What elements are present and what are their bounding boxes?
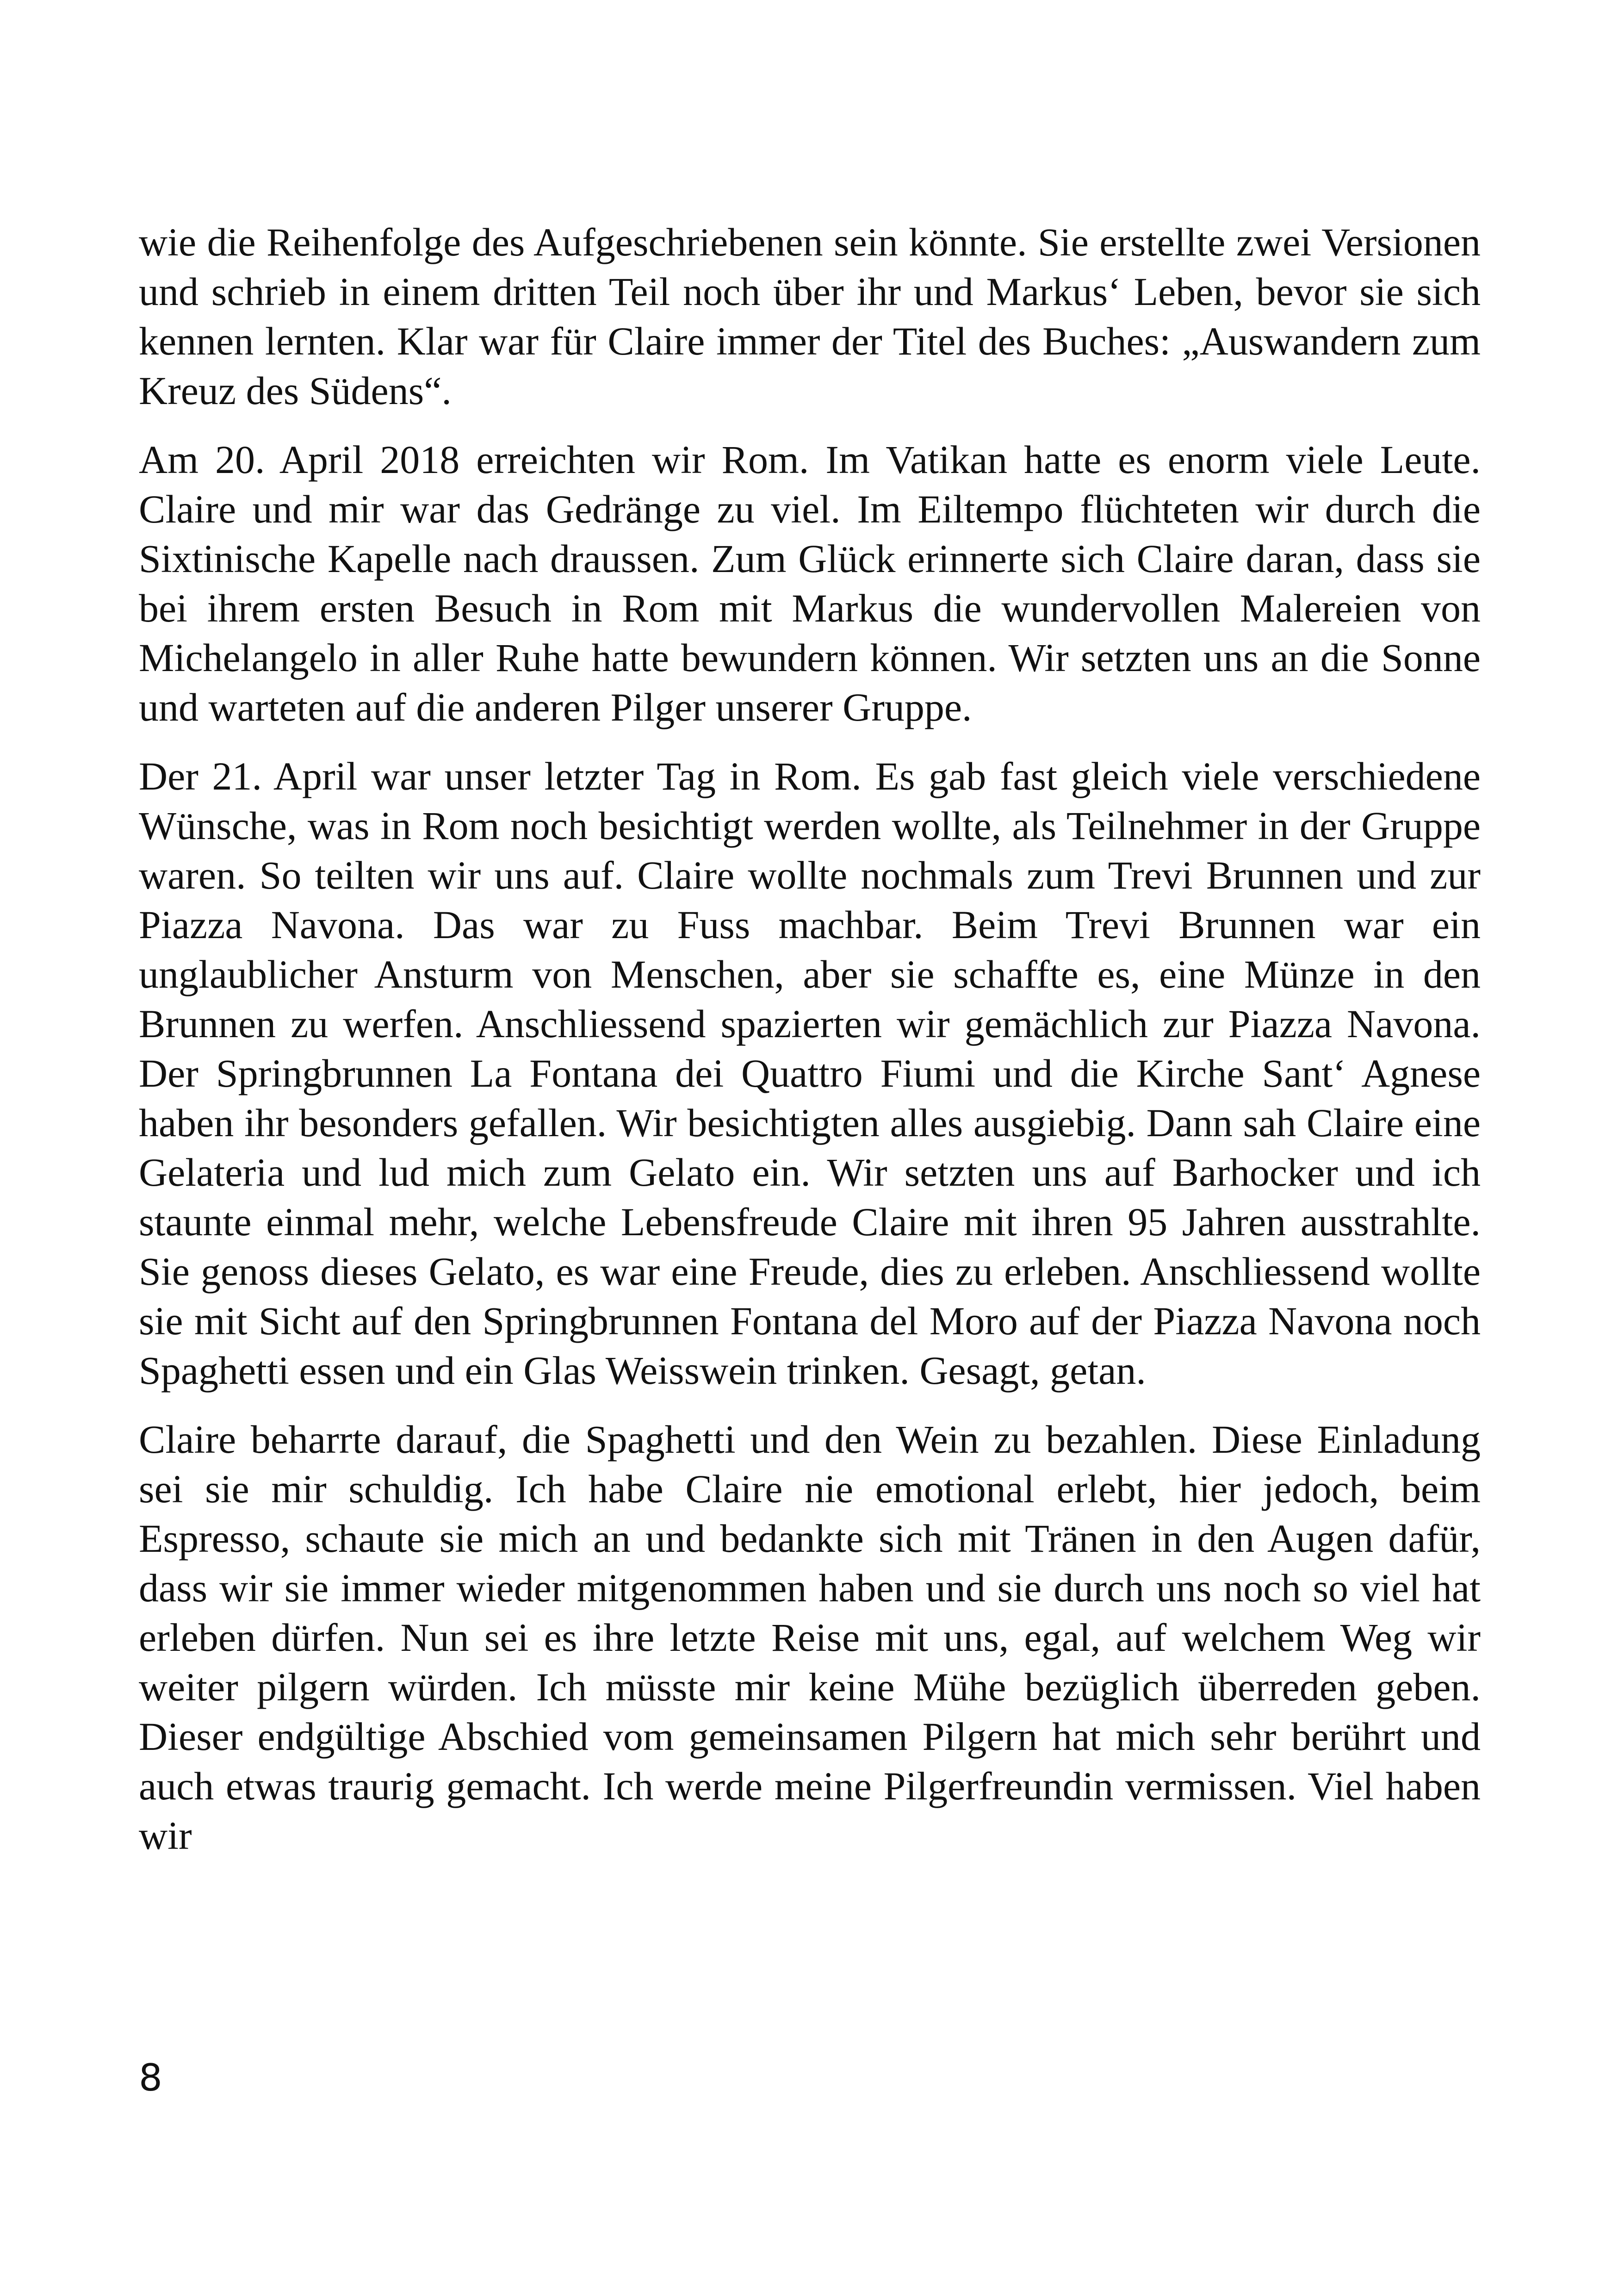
paragraph-3: Der 21. April war unser letzter Tag in Rom. Es gab fast gleich viele verschiedene Wünsche, was in Rom noch besichtigt werden wollte, als Teilnehmer in der Gruppe waren. So teilten wir uns auf. Claire wollte nochmals zum Trevi Brunnen und zur Piazza Navona. Das war zu Fuss machbar. Beim Trevi Brunnen war ein unglaublicher Ansturm von Menschen, aber sie schaffte es, eine Münze in den Brunnen zu werfen. Anschliessend spazierten wir gemächlich zur Piazza Navona. Der Springbrunnen La Fontana dei Quattro Fiumi und die Kirche Sant‘ Agnese haben ihr besonders gefallen. Wir besichtigten alles ausgiebig. Dann sah Claire eine Gelateria und lud mich zum Gelato ein. Wir setzten uns auf Barhocker und ich staunte einmal mehr, welche Lebensfreude Claire mit ihren 95 Jahren ausstrahlte. Sie genoss dieses Gelato, es war eine Freude, dies zu erleben. Anschliessend wollte sie mit Sicht auf den Springbrunnen Fontana del Moro auf der Piazza Navona noch Spaghetti essen und ein Glas Weisswein trinken. Gesagt, getan.	[139, 754, 1481, 1393]
paragraph-1: wie die Reihenfolge des Aufgeschriebenen sein könnte. Sie erstellte zwei Versionen und schrieb in einem dritten Teil noch über ihr und Markus‘ Leben, bevor sie sich kennen lernten. Klar war für Claire immer der Titel des Buches: „Auswandern zum Kreuz des Südens“.	[139, 220, 1481, 413]
paragraph-4: Claire beharrte darauf, die Spaghetti und den Wein zu bezahlen. Diese Einladung sei sie mir schuldig. Ich habe Claire nie emotional erlebt, hier jedoch, beim Espresso, schaute sie mich an und bedankte sich mit Tränen in den Augen dafür, dass wir sie immer wieder mitgenommen haben und sie durch uns noch so viel hat erleben dürfen. Nun sei es ihre letzte Reise mit uns, egal, auf welchem Weg wir weiter pilgern würden. Ich müsste mir keine Mühe bezüglich überreden geben. Dieser endgültige Abschied vom gemeinsamen Pilgern hat mich sehr berührt und auch etwas traurig gemacht. Ich werde meine Pilgerfreundin vermissen. Viel haben wir	[139, 1417, 1481, 1858]
body-text	[139, 218, 1481, 1880]
paragraph-2: Am 20. April 2018 erreichten wir Rom. Im Vatikan hatte es enorm viele Leute. Claire und mir war das Gedränge zu viel. Im Eiltempo flüchteten wir durch die Sixtinische Kapelle nach draussen. Zum Glück erinnerte sich Claire daran, dass sie bei ihrem ersten Besuch in Rom mit Markus die wundervollen Malereien von Michelangelo in aller Ruhe hatte bewundern können. Wir setzten uns an die Sonne und warteten auf die anderen Pilger unserer Gruppe.	[139, 437, 1481, 729]
page-number: 8	[139, 2056, 162, 2099]
